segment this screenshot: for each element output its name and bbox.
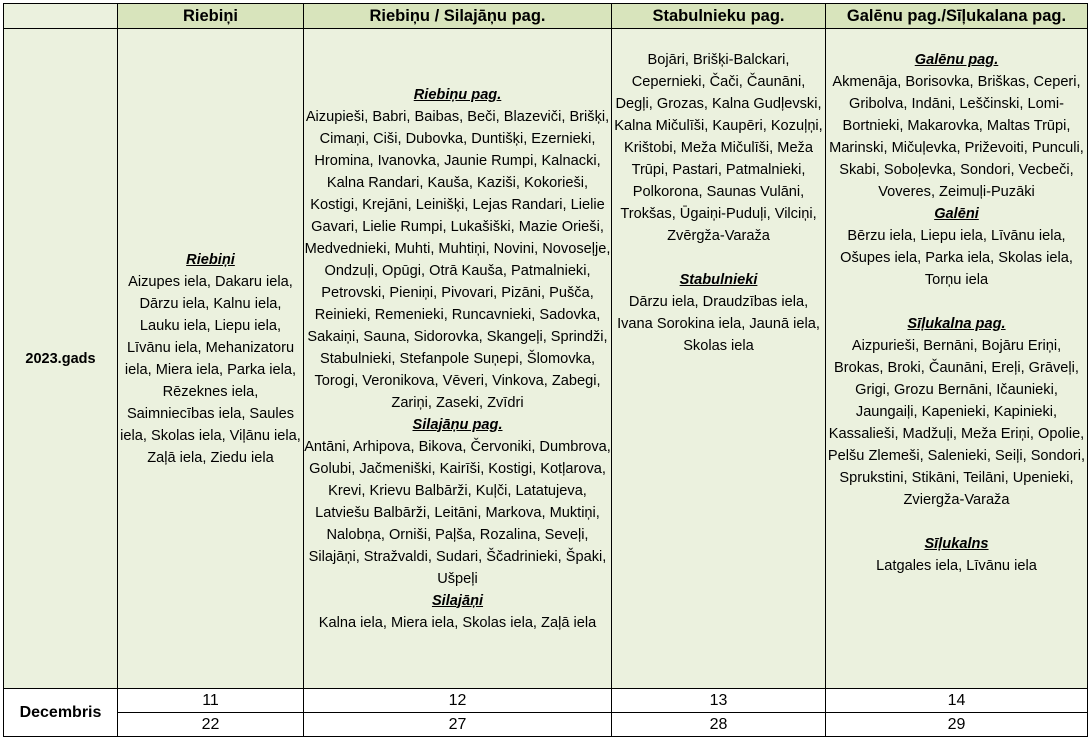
date-cell: 12: [304, 689, 612, 713]
header-blank: [4, 4, 118, 29]
section-text-galeni: Bērzu iela, Liepu iela, Līvānu iela, Ošupes iela, Parka iela, Skolas iela, Torņu iela: [840, 228, 1073, 288]
section-text-silajani: Kalna iela, Miera iela, Skolas iela, Zaļā iela: [318, 614, 597, 631]
section-title-riebini: Riebiņi: [186, 251, 235, 268]
year-label: 2023.gads: [4, 29, 118, 689]
section-title-silukalns: Sīļukalns: [924, 536, 989, 552]
date-cell: 27: [304, 713, 612, 737]
section-text-riebinu-pag: Aizupieši, Babri, Baibas, Beči, Blazeviči, Brišķi, Cimaņi, Ciši, Dubovka, Duntišķi, Ezernieki, Hromina, Ivanovka, Jaunie Rumpi, Kalnacki, Kalna Randari, Kauša, Kaziši, Kokorieši, Kostigi, Krejāni, Leinišķi, Lejas Randari, Lielie Gavari, Lielie Rumpi, Lukašiški, Mazie Orieši, Medvednieki, Muhti, Muhtiņi, Novini, Novoseļje, Ondzuļi, Opūgi, Otrā Kauša, Patmalnieki, Petrovski, Pieniņi, Pivovari, Pizāni, Pušča, Reinieki, Remenieki, Runcavnieki, Sadovka, Sakaiņi, Sauna, Sidorovka, Skangeļi, Sprindži, Stabulnieki, Stefanpole Suņepi, Šlomovka, Torogi, Veronikova, Vēveri, Vinkova, Zabegi, Zariņi, Zaseki, Zvīdri: [304, 108, 611, 411]
section-title-silajanu-pag: Silajāņu pag.: [412, 416, 503, 433]
date-cell: 13: [612, 689, 826, 713]
date-cell: 22: [118, 713, 304, 737]
schedule-table: [3, 3, 1088, 737]
spacer: [612, 247, 825, 269]
section-text-silukalns: Latgales iela, Līvānu iela: [876, 558, 1037, 574]
date-row-1: [4, 689, 1088, 713]
section-title-silajani: Silajāņi: [431, 592, 484, 609]
section-text-silajanu-pag: Antāni, Arhipova, Bikova, Červoniki, Dumbrova, Golubi, Jačmeniški, Kairīši, Kostigi, Kotļarova, Krevi, Krievu Balbārži, Kuļči, Latatujeva, Latviešu Balbārži, Leitāni, Markova, Muktiņi, Nalobņa, Orniši, Paļša, Rozalina, Seveļi, Silajāņi, Stražvaldi, Sudari, Ščadrinieki, Špaki, Ušpeļi: [304, 438, 611, 587]
section-title-galenu-pag: Galēnu pag.: [914, 52, 999, 68]
header-row: [4, 4, 1088, 29]
cell-stabulnieku: [612, 29, 826, 689]
section-text-stabulnieku-pag: Bojāri, Brišķi-Balckari, Cepernieki, Čači, Čaunāni, Degļi, Grozas, Kalna Gudļevski, Kalna Mičulīši, Kaupēri, Kozuļņi, Krištobi, Meža Mičulīši, Meža Trūpi, Pastari, Patmalnieki, Polkorona, Saunas Vulāni, Trokšas, Ūgaiņi-Puduļi, Vilciņi, Zvērgža-Varaža: [614, 52, 823, 244]
date-cell: 29: [826, 713, 1088, 737]
date-row-2: [4, 713, 1088, 737]
section-text-stabulnieki: Dārzu iela, Draudzības iela, Ivana Sorokina iela, Jaunā iela, Skolas iela: [617, 294, 820, 354]
section-title-galeni: Galēni: [934, 206, 979, 222]
date-cell: 14: [826, 689, 1088, 713]
cell-riebini: [118, 29, 304, 689]
body-row: [4, 29, 1088, 689]
date-cell: 11: [118, 689, 304, 713]
cell-galenu-silukalna: [826, 29, 1088, 689]
header-col-galenu-silukalna: Galēnu pag./Sīļukalana pag.: [826, 4, 1088, 29]
spacer: [826, 291, 1087, 313]
section-title-riebinu-pag: Riebiņu pag.: [413, 86, 502, 103]
header-col-stabulnieku: Stabulnieku pag.: [612, 4, 826, 29]
header-col-riebinu-silajanu: Riebiņu / Silajāņu pag.: [304, 4, 612, 29]
section-title-stabulnieki: Stabulnieki: [679, 272, 758, 288]
date-cell: 28: [612, 713, 826, 737]
section-text-galenu-pag: Akmenāja, Borisovka, Briškas, Ceperi, Gribolva, Indāni, Leščinski, Lomi-Bortnieki, Makarovka, Maltas Trūpi, Marinski, Mičuļevka, Priževoiti, Punculi, Skabi, Soboļevka, Sondori, Vecbeči, Voveres, Zeimuļi-Puzāki: [829, 74, 1084, 200]
section-title-silukalna-pag: Sīļukalna pag.: [907, 316, 1006, 332]
month-label: Decembris: [4, 689, 118, 737]
header-col-riebini: Riebiņi: [118, 4, 304, 29]
spacer: [826, 511, 1087, 533]
cell-riebinu-silajanu: [304, 29, 612, 689]
section-text-silukalna-pag: Aizpurieši, Bernāni, Bojāru Eriņi, Brokas, Broki, Čaunāni, Ereļi, Grāveļi, Grigi, Grozu Bernāni, Ičaunieki, Jaungaiļi, Kapenieki, Kapinieki, Kassalieši, Madžuļi, Meža Eriņi, Opolie, Pelšu Zlemeši, Salenieki, Seiļi, Sondori, Sprukstini, Stikāni, Teilāni, Upenieki, Zviergža-Varaža: [827, 338, 1086, 508]
section-text-riebini: Aizupes iela, Dakaru iela, Dārzu iela, Kalnu iela, Lauku iela, Liepu iela, Līvānu iela, Mehanizatoru iela, Miera iela, Parka iela, Rēzeknes iela, Saimniecības iela, Saules iela, Skolas iela, Viļānu iela, Zaļā iela, Ziedu iela: [120, 273, 301, 466]
